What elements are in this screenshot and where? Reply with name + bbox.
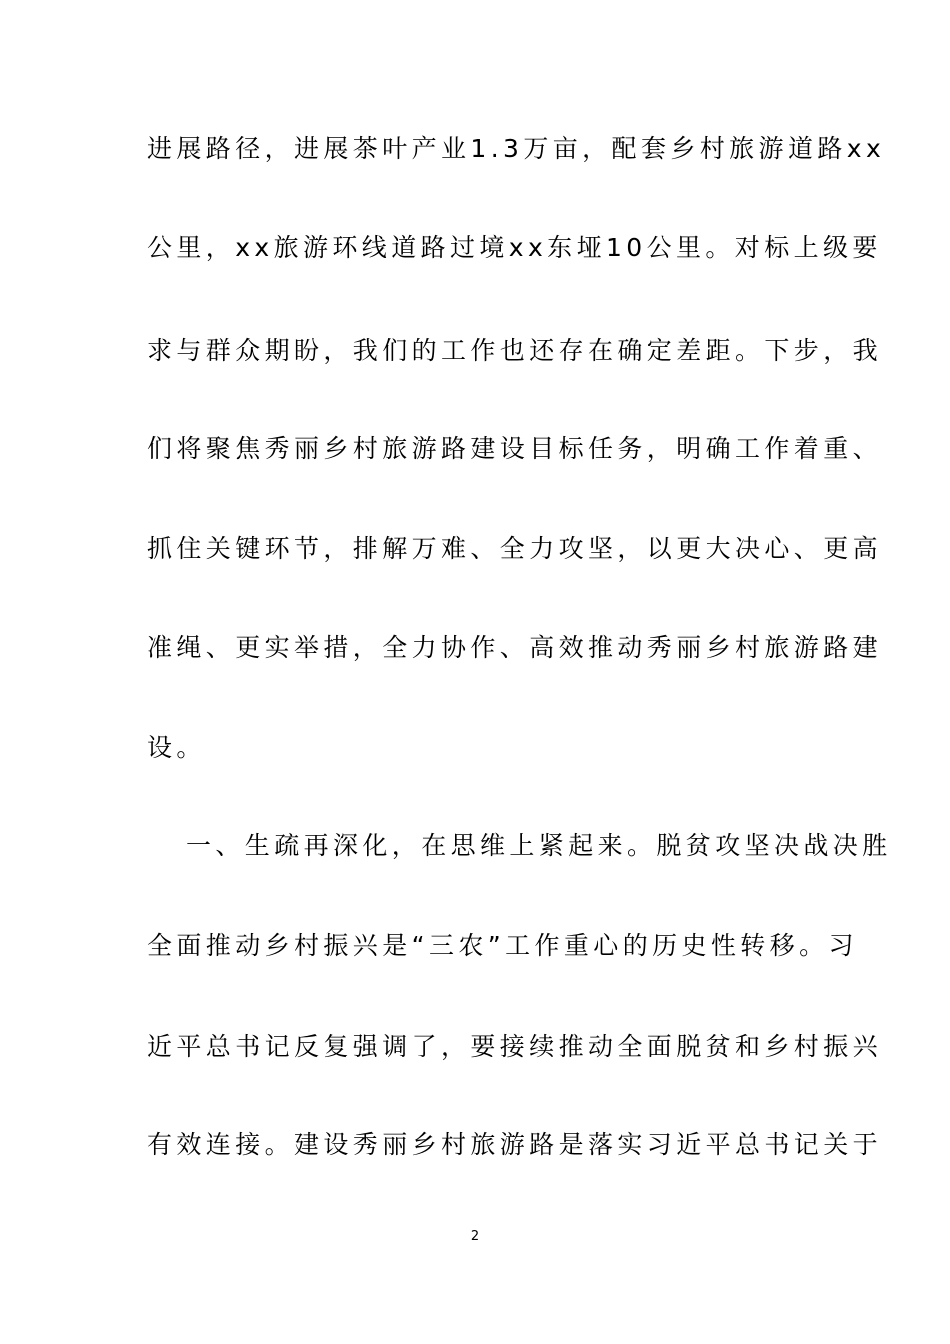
text-line-6: 准绳、更实举措，全力协作、高效推动秀丽乡村旅游路建	[147, 633, 883, 662]
text-line-2: 公里，xx旅游环线道路过境xx东垭10公里。对标上级要	[147, 233, 882, 262]
text-line-3: 求与群众期盼，我们的工作也还存在确定差距。下步，我	[147, 336, 883, 365]
text-line-4: 们将聚焦秀丽乡村旅游路建设目标任务，明确工作着重、	[147, 434, 883, 463]
paragraph-heading-1: 一、生疏再深化，在思维上紧起来。脱贫攻坚决战决胜	[186, 831, 892, 860]
text-line-10: 近平总书记反复强调了，要接续推动全面脱贫和乡村振兴	[147, 1032, 883, 1061]
text-line-9: 全面推动乡村振兴是“三农”工作重心的历史性转移。习	[147, 931, 858, 960]
page-number: 2	[470, 1229, 480, 1244]
text-line-11: 有效连接。建设秀丽乡村旅游路是落实习近平总书记关于	[147, 1130, 883, 1159]
text-line-7: 设。	[147, 733, 206, 762]
text-line-5: 抓住关键环节，排解万难、全力攻坚，以更大决心、更高	[147, 534, 883, 563]
text-line-1: 进展路径，进展茶叶产业1.3万亩，配套乡村旅游道路xx	[147, 134, 886, 163]
